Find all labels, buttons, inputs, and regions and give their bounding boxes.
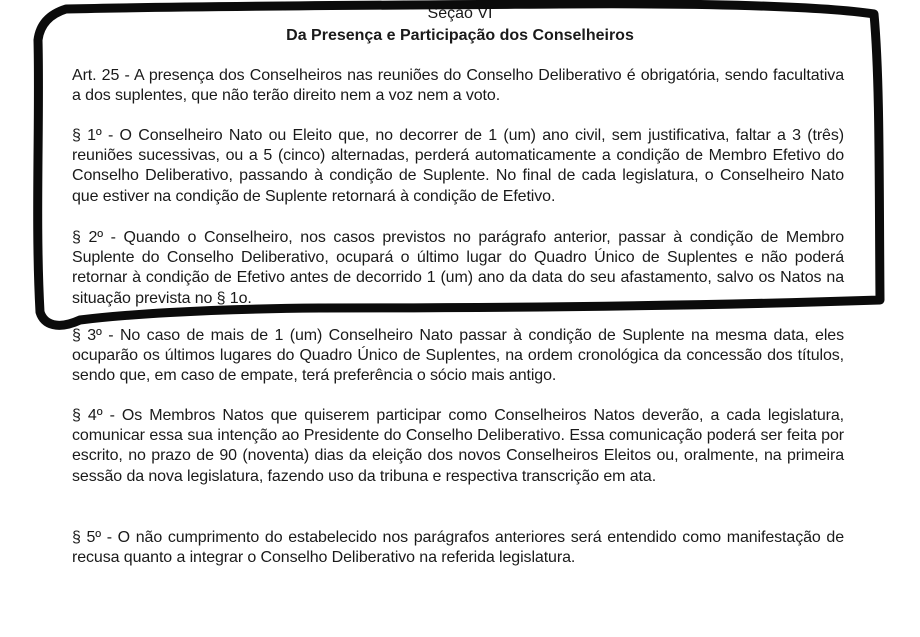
paragraph-1: § 1º - O Conselheiro Nato ou Eleito que, no decorrer de 1 (um) ano civil, sem justificativa, faltar a 3 (três) reuniões sucessivas, ou a 5 (cinco) alternadas, perderá automaticamente a condição de Membro Efetivo do Conselho Deliberativo, passando à condição de Suplente. No final de cada legislatura, o Conselheiro Nato que estiver na condição de Suplente retornará à condição de Efetivo. [72,127,844,205]
section-title: Da Presença e Participação dos Conselheiros [286,27,634,44]
section-label: Seção VI [427,5,493,22]
paragraph-3: § 3º - No caso de mais de 1 (um) Conselheiro Nato passar à condição de Suplente na mesma data, eles ocuparão os últimos lugares do Quadro Único de Suplentes, na ordem cronológica da concessão dos títulos, sendo que, em caso de empate, terá preferência o sócio mais antigo. [72,327,844,385]
paragraph-5: § 5º - O não cumprimento do estabelecido nos parágrafos anteriores será entendido como manifestação de recusa quanto a integrar o Conselho Deliberativo na referida legislatura. [72,529,844,567]
paragraph-2: § 2º - Quando o Conselheiro, nos casos previstos no parágrafo anterior, passar à condição de Membro Suplente do Conselho Deliberativo, ocupará o último lugar do Quadro Único de Suplentes e não poderá retornar à condição de Efetivo antes de decorrido 1 (um) ano da data do seu afastamento, salvo os Natos na situação prevista no § 1o. [72,229,844,307]
paragraph-4: § 4º - Os Membros Natos que quiserem participar como Conselheiros Natos deverão, a cada legislatura, comunicar essa sua intenção ao Presidente do Conselho Deliberativo. Essa comunicação poderá ser feita por escrito, no prazo de 90 (noventa) dias da eleição dos novos Conselheiros Eleitos ou, oralmente, na primeira sessão da nova legislatura, fazendo uso da tribuna e respectiva transcrição em ata. [72,407,844,485]
article-25: Art. 25 - A presença dos Conselheiros nas reuniões do Conselho Deliberativo é obrigatória, sendo facultativa a dos suplentes, que não terão direito nem a voz nem a voto. [72,67,844,105]
